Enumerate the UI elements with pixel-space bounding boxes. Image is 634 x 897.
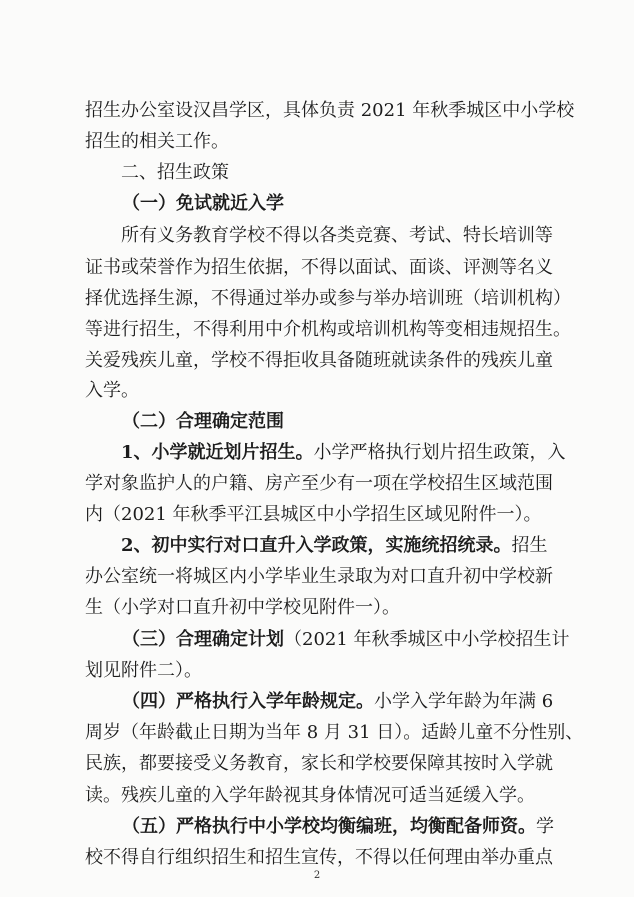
- inline-bold-heading: （四）严格执行入学年龄规定。: [122, 691, 374, 712]
- body-text-line: 周岁（年龄截止日期为当年 8 月 31 日）。适龄儿童不分性别、: [85, 722, 584, 743]
- inline-text: 小学入学年龄为年满 6: [374, 691, 554, 712]
- body-text-line: [0, 812, 634, 842]
- body-text-line: [0, 687, 634, 717]
- body-text-line: [0, 531, 634, 561]
- body-text-line: [0, 438, 634, 468]
- subsection-heading: （一）免试就近入学: [122, 193, 284, 214]
- section-heading: 二、招生政策: [121, 162, 229, 183]
- body-text-line: [0, 625, 634, 655]
- subsection-heading: （二）合理确定范围: [122, 411, 284, 432]
- body-text-line: 择优选择生源，不得通过举办或参与举办培训班（培训机构）: [85, 288, 571, 309]
- body-text-line: 证书或荣誉作为招生依据，不得以面试、面谈、评测等名义: [85, 257, 553, 278]
- body-text-line: 关爱残疾儿童，学校不得拒收具备随班就读条件的残疾儿童: [85, 350, 553, 371]
- inline-bold-heading: （五）严格执行中小学校均衡编班，均衡配备师资。: [122, 816, 536, 837]
- inline-bold-heading: （三）合理确定计划: [122, 629, 284, 650]
- body-text-line: 生（小学对口直升初中学校见附件一）。: [85, 597, 400, 618]
- body-text-line: 校不得自行组织招生和招生宣传，不得以任何理由举办重点: [85, 847, 553, 868]
- inline-bold-heading: 2、初中实行对口直升入学政策，实施统招统录。: [121, 535, 512, 556]
- body-text-line: 读。残疾儿童的入学年龄视其身体情况可适当延缓入学。: [85, 785, 535, 806]
- body-text-line: 入学。: [85, 380, 139, 401]
- body-text-line: 划见附件二）。: [85, 660, 202, 681]
- inline-text: （2021 年秋季城区中小学校招生计: [284, 629, 570, 650]
- inline-text: 学: [536, 816, 554, 837]
- body-text-line: 招生的相关工作。: [85, 131, 229, 152]
- body-text-line: 所有义务教育学校不得以各类竞赛、考试、特长培训等: [121, 225, 553, 246]
- body-text-line: 办公室统一将城区内小学毕业生录取为对口直升初中学校新: [85, 566, 553, 587]
- body-text-line: 招生办公室设汉昌学区，具体负责 2021 年秋季城区中小学校: [85, 100, 575, 121]
- body-text-line: 内（2021 年秋季平江县城区中小学招生区域见附件一）。: [85, 504, 542, 525]
- body-text-line: 民族，都要接受义务教育，家长和学校要保障其按时入学就: [85, 753, 553, 774]
- body-text-line: 学对象监护人的户籍、房产至少有一项在学校招生区域范围: [85, 473, 553, 494]
- inline-bold-heading: 1、小学就近划片招生。: [121, 442, 314, 463]
- inline-text: 小学严格执行划片招生政策，入: [313, 442, 566, 463]
- page-number: 2: [313, 870, 321, 881]
- body-text-line: 等进行招生，不得利用中介机构或培训机构等变相违规招生。: [85, 319, 571, 340]
- inline-text: 招生: [511, 535, 548, 556]
